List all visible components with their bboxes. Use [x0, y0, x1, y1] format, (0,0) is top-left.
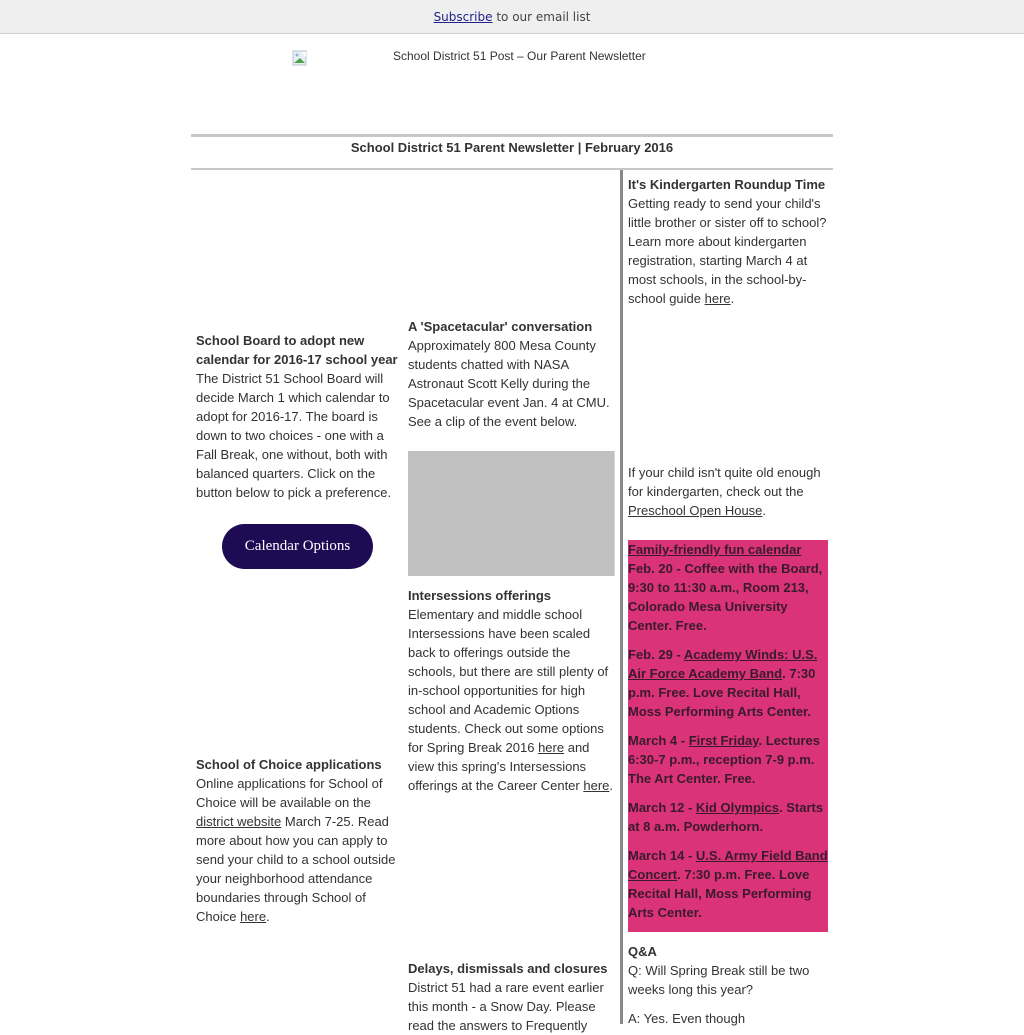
kindergarten-text-1: Getting ready to send your child's little brother or sister off to school? Learn more about kindergarten registration, starting March 4 at most schools, in the school-by-school guide — [628, 196, 827, 306]
newsletter-logo — [191, 48, 833, 68]
school-of-choice-title: School of Choice applications — [196, 757, 382, 772]
event-prefix: March 12 - — [628, 800, 696, 815]
broken-image-icon — [292, 50, 308, 66]
event-text: Feb. 20 - Coffee with the Board, 9:30 to 11:30 a.m., Room 213, Colorado Mesa University Center. Free. — [628, 561, 823, 633]
intersessions-text-1: Elementary and middle school Intersessions have been scaled back to offerings outside the schools, but there are still plenty of in-school opportunities for high school and Academic Options students. Check out some options for Spring Break 2016 — [408, 607, 609, 755]
qa-title: Q&A — [628, 944, 657, 959]
calendar-options-button[interactable]: Calendar Options — [222, 524, 373, 569]
event-item — [628, 731, 828, 788]
event-link[interactable]: First Friday — [688, 733, 759, 748]
header-divider-top — [191, 134, 833, 137]
event-link[interactable]: U.S. Army Field Band Concert — [628, 848, 828, 882]
subscribe-bar — [0, 0, 1024, 34]
school-guide-here-link[interactable]: here — [704, 291, 731, 306]
event-suffix: . Starts at 8 a.m. Powderhorn. — [628, 800, 824, 834]
intersessions-body — [408, 605, 618, 795]
calendar-article-title: School Board to adopt new calendar for 2016-17 school year — [196, 333, 398, 367]
issue-title: School District 51 Parent Newsletter | February 2016 — [350, 140, 674, 155]
delays-body: District 51 had a rare event earlier this month - a Snow Day. Please read the answers to Frequently — [408, 980, 604, 1033]
school-of-choice-article — [196, 755, 402, 926]
kindergarten-article — [628, 175, 830, 308]
event-prefix: March 4 - — [628, 733, 689, 748]
events-item-0 — [628, 540, 828, 635]
kindergarten-title: It's Kindergarten Roundup Time — [628, 177, 826, 192]
delays-title: Delays, dismissals and closures — [408, 961, 608, 976]
spring-break-here-link[interactable]: here — [538, 740, 565, 755]
family-calendar-link[interactable]: Family-friendly fun calendar — [628, 542, 802, 557]
header-divider-bottom — [191, 168, 833, 170]
subscribe-link[interactable]: Subscribe — [433, 10, 493, 24]
spacetacular-title: A 'Spacetacular' conversation — [408, 319, 593, 334]
school-of-choice-text-1: Online applications for School of Choice will be available on the — [196, 776, 383, 810]
kindergarten-body — [628, 194, 830, 308]
preschool-text-2: . — [762, 503, 767, 518]
preschool-article — [628, 463, 830, 520]
kindergarten-text-2: . — [730, 291, 735, 306]
subscribe-text: to our email list — [492, 10, 591, 24]
event-prefix: March 14 - — [628, 848, 696, 863]
preschool-open-house-link[interactable]: Preschool Open House — [628, 503, 763, 518]
qa-article — [628, 942, 830, 1028]
qa-question: Q: Will Spring Break still be two weeks long this year? — [628, 963, 810, 997]
event-item — [628, 846, 828, 922]
preschool-body — [628, 463, 830, 520]
event-suffix: . 7:30 p.m. Free. Love Recital Hall, Moss Performing Arts Center. — [628, 867, 812, 920]
column-divider — [620, 170, 623, 1024]
event-item — [628, 798, 828, 836]
event-prefix: Feb. 29 - — [628, 647, 684, 662]
spacetacular-article — [408, 317, 618, 431]
school-of-choice-text-2: March 7-25. Read more about how you can apply to send your child to a school outside your neighborhood attendance boundaries through School of Choice — [196, 814, 396, 924]
qa-answer: A: Yes. Even though — [628, 1011, 746, 1026]
school-of-choice-here-link[interactable]: here — [240, 909, 267, 924]
preschool-text-1: If your child isn't quite old enough for kindergarten, check out the — [628, 465, 821, 499]
logo-alt-text: School District 51 Post – Our Parent Newsletter — [393, 49, 646, 63]
video-placeholder[interactable] — [408, 451, 615, 576]
event-item — [628, 645, 828, 721]
calendar-article-body: The District 51 School Board will decide March 1 which calendar to adopt for 2016-17. The board is down to two choices - one with a Fall Break, one without, both with balanced quarters. Click on the button below to pick a preference. — [196, 371, 392, 500]
intersessions-article — [408, 586, 618, 795]
events-calendar-box — [628, 540, 828, 932]
intersessions-text-2: and view this spring's Intersessions offerings at the Career Center — [408, 740, 590, 793]
school-of-choice-body — [196, 774, 402, 926]
intersessions-title: Intersessions offerings — [408, 588, 552, 603]
spacetacular-body: Approximately 800 Mesa County students chatted with NASA Astronaut Scott Kelly during the Spacetacular event Jan. 4 at CMU. See a clip of the event below. — [408, 338, 610, 429]
event-link[interactable]: Kid Olympics — [695, 800, 779, 815]
school-of-choice-text-3: . — [266, 909, 270, 924]
calendar-article — [196, 331, 402, 502]
intersessions-text-3: . — [609, 778, 614, 793]
career-center-here-link[interactable]: here — [583, 778, 610, 793]
district-website-link[interactable]: district website — [196, 814, 282, 829]
event-suffix: . 7:30 p.m. Free. Love Recital Hall, Moss Performing Arts Center. — [628, 666, 816, 719]
event-link[interactable]: Academy Winds: U.S. Air Force Academy Band — [628, 647, 818, 681]
event-suffix: . Lectures 6:30-7 p.m., reception 7-9 p.m. The Art Center. Free. — [628, 733, 820, 786]
